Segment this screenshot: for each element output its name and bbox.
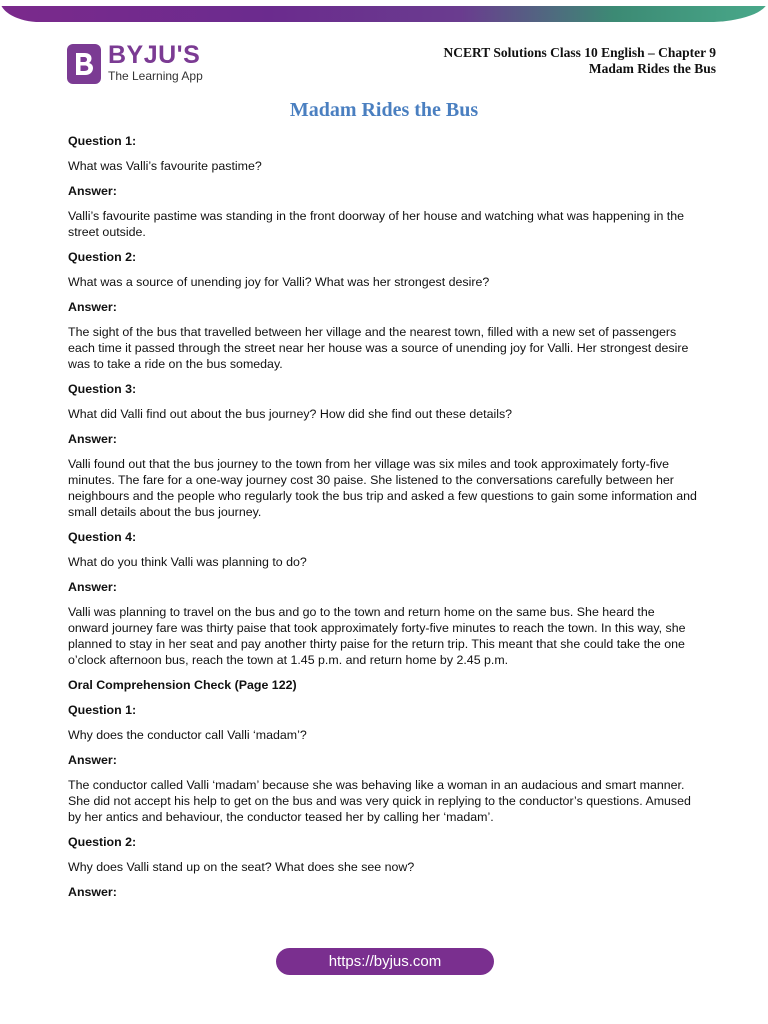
paragraph: Valli found out that the bus journey to the town from her village was six miles and took approximately forty-five minutes. The fare for a one-way journey cost 30 paise. She listened to the conversations carefully between her neighbours and the people who regularly took the bus trip and asked a few questions to gain some information and small details about the bus journey. xyxy=(68,457,697,519)
paragraph: Valli’s favourite pastime was standing in the front doorway of her house and watching what was happening in the street outside. xyxy=(68,209,685,239)
section-heading: Answer: xyxy=(68,753,117,767)
paragraph: What was Valli’s favourite pastime? xyxy=(68,159,262,173)
section-heading: Oral Comprehension Check (Page 122) xyxy=(68,678,297,692)
paragraph: Why does Valli stand up on the seat? What does she see now? xyxy=(68,860,415,874)
section-heading: Answer: xyxy=(68,432,117,446)
section-heading: Question 1: xyxy=(68,134,137,148)
paragraph: What do you think Valli was planning to do? xyxy=(68,555,307,569)
section-heading: Answer: xyxy=(68,184,117,198)
section-heading: Answer: xyxy=(68,885,117,899)
header-line-2: Madam Rides the Bus xyxy=(588,61,716,76)
section-heading: Answer: xyxy=(68,580,117,594)
header-line-1: NCERT Solutions Class 10 English – Chapter 9 xyxy=(443,45,716,60)
paragraph: What was a source of unending joy for Valli? What was her strongest desire? xyxy=(68,275,490,289)
page-header xyxy=(444,45,716,77)
section-heading: Question 3: xyxy=(68,382,137,396)
paragraph: The sight of the bus that travelled between her village and the nearest town, filled with a new set of passengers each time it passed through the street near her house was a source of unending joy for Valli. Her strongest desire was to take a ride on the bus someday. xyxy=(68,325,689,371)
document-body xyxy=(68,133,698,909)
top-band-spacer xyxy=(0,0,768,6)
paragraph: Valli was planning to travel on the bus and go to the town and return home on the same bus. She heard the onward journey fare was thirty paise that took approximately forty-five minutes to reach the town. In this way, she planned to stay in her seat and pay another thirty paise for the return trip. This meant that she could take the one o’clock afternoon bus, reach the town at 1.45 p.m. and return home by 2.45 p.m. xyxy=(68,605,686,667)
section-heading: Answer: xyxy=(68,300,117,314)
section-heading: Question 1: xyxy=(68,703,137,717)
section-heading: Question 2: xyxy=(68,835,137,849)
footer-url-link[interactable]: https://byjus.com xyxy=(276,948,494,975)
section-heading: Question 2: xyxy=(68,250,137,264)
byjus-logo xyxy=(67,41,227,88)
document-title: Madam Rides the Bus xyxy=(289,99,479,121)
brand-tagline: The Learning App xyxy=(108,69,203,83)
paragraph: Why does the conductor call Valli ‘madam’? xyxy=(68,728,307,742)
brand-name: BYJU'S xyxy=(108,41,201,69)
section-heading: Question 4: xyxy=(68,530,137,544)
byjus-logo-icon xyxy=(67,44,101,84)
paragraph: What did Valli find out about the bus journey? How did she find out these details? xyxy=(68,407,513,421)
paragraph: The conductor called Valli ‘madam’ because she was behaving like a woman in an audacious and smart manner. She did not accept his help to get on the bus and was very quick in replying to the conductor’s questions. Amused by her antics and behaviour, the conductor teased her by calling her ‘madam’. xyxy=(68,778,691,824)
